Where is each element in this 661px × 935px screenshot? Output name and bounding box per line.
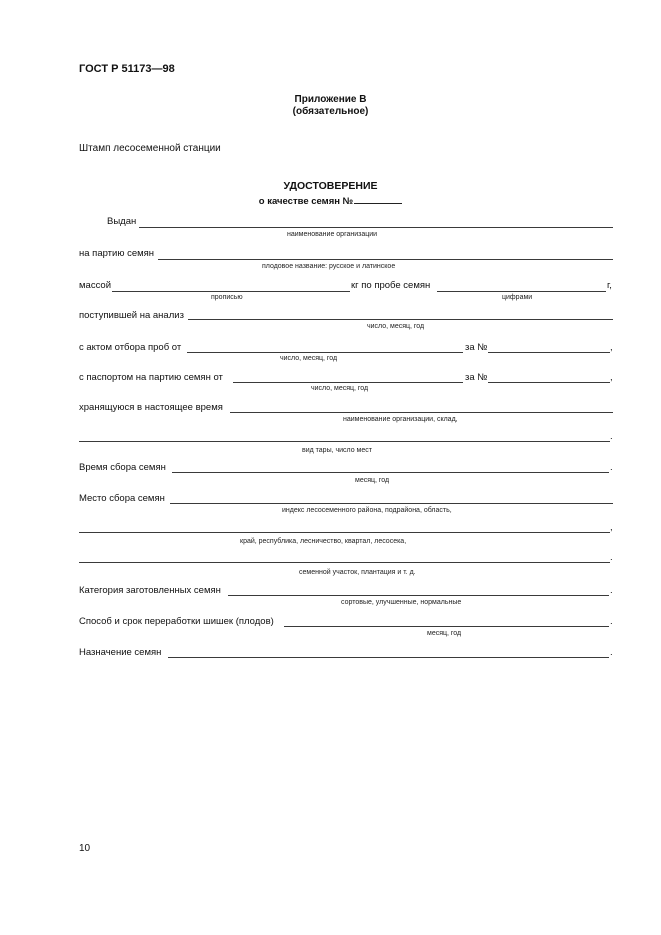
container-end: . bbox=[610, 431, 613, 442]
stored-label: хранящуюся в настоящее время bbox=[79, 402, 223, 413]
category-hint: сортовые, улучшенные, нормальные bbox=[341, 599, 462, 606]
seed-area-field[interactable] bbox=[79, 562, 610, 563]
stored-field[interactable] bbox=[230, 412, 613, 413]
region-hint: край, республика, лесничество, квартал, лесосека, bbox=[240, 538, 407, 545]
appendix-title: Приложение В bbox=[294, 94, 367, 105]
collection-place-label: Место сбора семян bbox=[79, 493, 165, 504]
received-label: поступившей на анализ bbox=[79, 310, 184, 321]
category-field[interactable] bbox=[228, 595, 609, 596]
processing-end: . bbox=[610, 616, 613, 627]
sampling-act-number-label: за № bbox=[465, 342, 488, 353]
collection-time-end: . bbox=[610, 462, 613, 473]
purpose-label: Назначение семян bbox=[79, 647, 162, 658]
document-code: ГОСТ Р 51173—98 bbox=[79, 63, 175, 75]
mass-unit: г, bbox=[607, 280, 612, 291]
processing-field[interactable] bbox=[284, 626, 609, 627]
region-end: , bbox=[610, 522, 613, 533]
processing-label: Способ и срок переработки шишек (плодов) bbox=[79, 616, 274, 627]
page-number: 10 bbox=[79, 843, 91, 854]
stamp-label: Штамп лесосеменной станции bbox=[79, 143, 221, 154]
region-field[interactable] bbox=[79, 532, 610, 533]
received-hint: число, месяц, год bbox=[367, 323, 425, 330]
sampling-act-date-field[interactable] bbox=[187, 352, 463, 353]
collection-place-field[interactable] bbox=[170, 503, 613, 504]
passport-end: , bbox=[610, 372, 613, 383]
batch-field[interactable] bbox=[158, 259, 613, 260]
container-hint: вид тары, число мест bbox=[302, 447, 372, 454]
batch-hint: плодовое название: русское и латинское bbox=[262, 263, 396, 270]
stored-hint: наименование организации, склад, bbox=[343, 416, 458, 423]
sampling-act-end: , bbox=[610, 342, 613, 353]
passport-number-label: за № bbox=[465, 372, 488, 383]
certificate-subtitle-text: о качестве семян № bbox=[258, 196, 354, 207]
passport-hint: число, месяц, год bbox=[311, 385, 369, 392]
category-end: . bbox=[610, 585, 613, 596]
issued-field[interactable] bbox=[139, 227, 613, 228]
passport-date-field[interactable] bbox=[233, 382, 463, 383]
collection-time-field[interactable] bbox=[172, 472, 609, 473]
issued-hint: наименование организации bbox=[287, 231, 378, 238]
sampling-act-hint: число, месяц, год bbox=[280, 355, 338, 362]
mass-hint-digits: цифрами bbox=[502, 294, 533, 301]
purpose-end: . bbox=[610, 647, 613, 658]
mass-words-field[interactable] bbox=[112, 291, 350, 292]
batch-label: на партию семян bbox=[79, 248, 155, 259]
mass-kg-label: кг по пробе семян bbox=[351, 280, 431, 291]
purpose-field[interactable] bbox=[168, 657, 609, 658]
sampling-act-number-field[interactable] bbox=[488, 352, 610, 353]
mass-digits-field[interactable] bbox=[437, 291, 606, 292]
certificate-number-field[interactable] bbox=[354, 193, 402, 204]
collection-place-hint: индекс лесосеменного района, подрайона, область, bbox=[282, 507, 452, 514]
collection-time-hint: месяц, год bbox=[355, 477, 390, 484]
category-label: Категория заготовленных семян bbox=[79, 585, 221, 596]
issued-label: Выдан bbox=[107, 216, 137, 227]
passport-label: с паспортом на партию семян от bbox=[79, 372, 223, 383]
mass-hint-words: прописью bbox=[211, 294, 243, 301]
appendix-status: (обязательное) bbox=[292, 106, 369, 117]
collection-time-label: Время сбора семян bbox=[79, 462, 166, 473]
sampling-act-label: с актом отбора проб от bbox=[79, 342, 182, 353]
seed-area-hint: семенной участок, плантация и т. д. bbox=[299, 569, 416, 576]
passport-number-field[interactable] bbox=[488, 382, 610, 383]
container-field[interactable] bbox=[79, 441, 610, 442]
seed-area-end: . bbox=[610, 552, 613, 563]
certificate-subtitle bbox=[0, 193, 661, 207]
mass-label: массой bbox=[79, 280, 112, 291]
received-field[interactable] bbox=[188, 319, 613, 320]
certificate-title: УДОСТОВЕРЕНИЕ bbox=[283, 180, 378, 192]
processing-hint: месяц, год bbox=[427, 630, 462, 637]
